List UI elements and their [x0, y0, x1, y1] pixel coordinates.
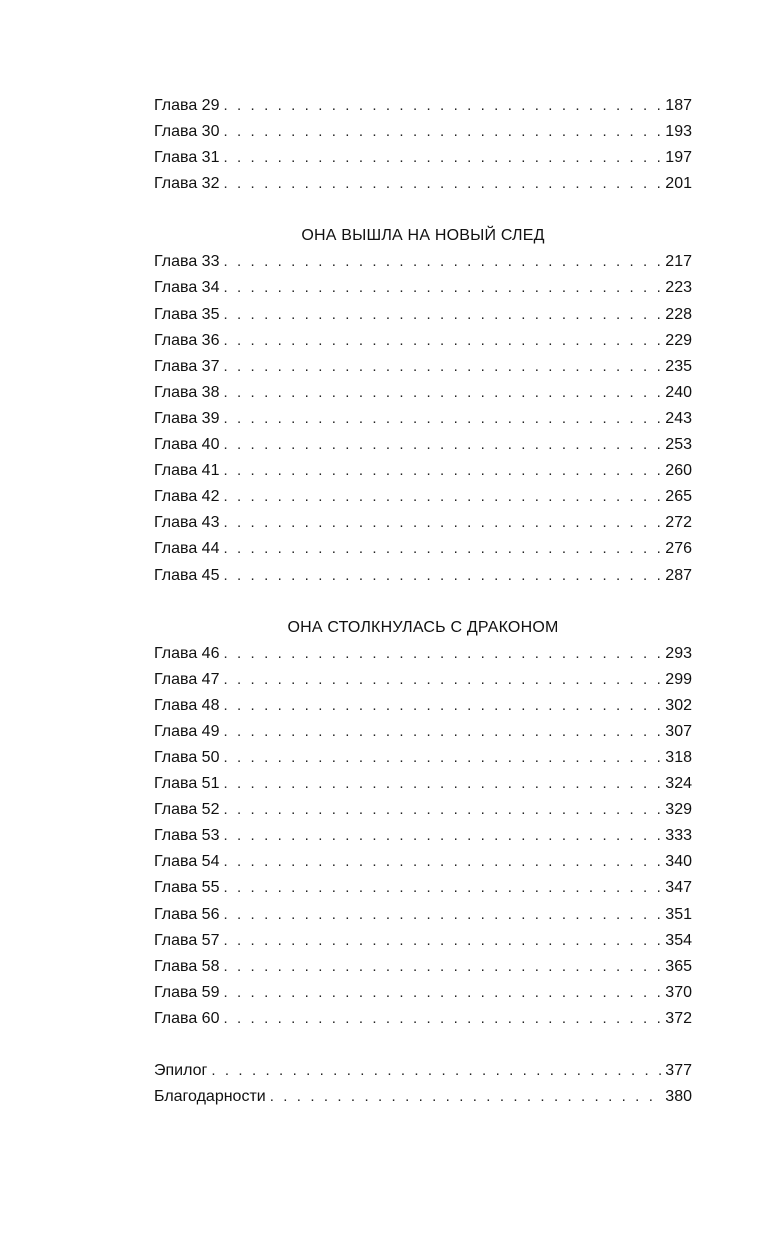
dot-leader [223, 458, 663, 484]
dot-leader [223, 1006, 663, 1032]
toc-entry-label: Глава 46 [154, 644, 220, 662]
toc-entry-page-number: 243 [665, 409, 692, 427]
toc-entry-label: Глава 38 [154, 383, 220, 401]
toc-entry-label: Глава 43 [154, 514, 220, 532]
dot-leader [223, 328, 663, 354]
dot-leader [223, 902, 663, 928]
toc-entry-page-number: 228 [665, 305, 692, 323]
toc-entry [154, 328, 692, 354]
toc-entry-label: Глава 48 [154, 696, 220, 714]
toc-entry-label: Глава 34 [154, 279, 220, 297]
dot-leader [223, 171, 663, 197]
toc-entry [154, 275, 692, 301]
toc-entry-page-number: 351 [665, 905, 692, 923]
toc-entry-page-number: 340 [665, 853, 692, 871]
toc-entry-page-number: 272 [665, 514, 692, 532]
toc-entry [154, 171, 692, 197]
toc-entry [154, 145, 692, 171]
section-spacer [154, 1032, 692, 1058]
toc-entry-label: Глава 31 [154, 149, 220, 167]
dot-leader [211, 1058, 663, 1084]
toc-entry-page-number: 333 [665, 827, 692, 845]
part-heading: ОНА ВЫШЛА НА НОВЫЙ СЛЕД [301, 227, 545, 245]
toc-entry-page-number: 240 [665, 383, 692, 401]
toc-entry-page-number: 217 [665, 253, 692, 271]
toc-entry [154, 354, 692, 380]
toc-entry [154, 641, 692, 667]
toc-entry-label: Глава 49 [154, 722, 220, 740]
dot-leader [223, 249, 663, 275]
toc-entry [154, 928, 692, 954]
dot-leader [223, 406, 663, 432]
toc-entry [154, 797, 692, 823]
toc-entry-page-number: 302 [665, 696, 692, 714]
toc-entry-label: Глава 36 [154, 331, 220, 349]
dot-leader [223, 797, 663, 823]
toc-entry [154, 406, 692, 432]
toc-entry-label: Глава 39 [154, 409, 220, 427]
toc-entry-page-number: 365 [665, 957, 692, 975]
dot-leader [223, 432, 663, 458]
toc-entry-page-number: 299 [665, 670, 692, 688]
toc-entry-label: Глава 32 [154, 175, 220, 193]
toc-entry-label: Глава 59 [154, 983, 220, 1001]
toc-entry [154, 563, 692, 589]
toc-entry-label: Глава 51 [154, 775, 220, 793]
toc-entry [154, 432, 692, 458]
toc-entry-page-number: 347 [665, 879, 692, 897]
toc-entry-page-number: 265 [665, 488, 692, 506]
toc-entry-label: Глава 60 [154, 1009, 220, 1027]
toc-entry-label: Глава 33 [154, 253, 220, 271]
toc-entry [154, 380, 692, 406]
toc-entry-label: Глава 44 [154, 540, 220, 558]
dot-leader [223, 536, 663, 562]
toc-entry [154, 458, 692, 484]
toc-entry [154, 93, 692, 119]
toc-entry-label: Глава 30 [154, 123, 220, 141]
toc-entry [154, 1058, 692, 1084]
toc-entry-page-number: 354 [665, 931, 692, 949]
dot-leader [223, 849, 663, 875]
dot-leader [223, 484, 663, 510]
toc-entry-page-number: 276 [665, 540, 692, 558]
dot-leader [223, 119, 663, 145]
toc-entry-label: Глава 35 [154, 305, 220, 323]
dot-leader [223, 93, 663, 119]
toc-entry-label: Глава 58 [154, 957, 220, 975]
toc-entry-label: Глава 37 [154, 357, 220, 375]
toc-entry [154, 902, 692, 928]
dot-leader [223, 145, 663, 171]
toc-entry-page-number: 324 [665, 775, 692, 793]
toc-entry-page-number: 197 [665, 149, 692, 167]
toc-entry [154, 823, 692, 849]
dot-leader [223, 693, 663, 719]
toc-entry-label: Глава 45 [154, 566, 220, 584]
toc-entry-label: Эпилог [154, 1062, 208, 1079]
toc-entry-page-number: 235 [665, 357, 692, 375]
toc-entry-label: Глава 42 [154, 488, 220, 506]
toc-entry [154, 875, 692, 901]
dot-leader [270, 1084, 664, 1110]
toc-entry-label: Благодарности [154, 1088, 266, 1106]
toc-entry-page-number: 380 [665, 1088, 692, 1106]
toc-entry [154, 249, 692, 275]
toc-entry-page-number: 253 [665, 436, 692, 454]
toc-entry [154, 302, 692, 328]
dot-leader [223, 980, 663, 1006]
part-heading: ОНА СТОЛКНУЛАСЬ С ДРАКОНОМ [287, 618, 559, 636]
toc-entry-page-number: 223 [665, 279, 692, 297]
toc-entry-page-number: 201 [665, 175, 692, 193]
dot-leader [223, 641, 663, 667]
toc-entry-page-number: 193 [665, 123, 692, 141]
dot-leader [223, 354, 663, 380]
toc-entry-label: Глава 41 [154, 462, 220, 480]
toc-entry [154, 119, 692, 145]
dot-leader [223, 719, 663, 745]
dot-leader [223, 875, 663, 901]
dot-leader [223, 275, 663, 301]
section-spacer [154, 589, 692, 615]
toc-entry-page-number: 293 [665, 644, 692, 662]
toc-entry-page-number: 329 [665, 801, 692, 819]
toc-entry-label: Глава 53 [154, 827, 220, 845]
toc-entry-page-number: 287 [665, 566, 692, 584]
toc-entry-label: Глава 57 [154, 931, 220, 949]
toc-entry-page-number: 307 [665, 722, 692, 740]
toc-entry [154, 536, 692, 562]
dot-leader [223, 380, 663, 406]
section-spacer [154, 197, 692, 223]
toc-entry-label: Глава 29 [154, 97, 220, 114]
table-of-contents [154, 93, 692, 1110]
toc-entry-page-number: 229 [665, 331, 692, 349]
toc-entry [154, 1006, 692, 1032]
toc-entry [154, 693, 692, 719]
toc-entry-page-number: 187 [665, 97, 692, 114]
toc-entry [154, 667, 692, 693]
toc-entry [154, 1084, 692, 1110]
toc-entry [154, 510, 692, 536]
dot-leader [223, 510, 663, 536]
toc-entry-page-number: 370 [665, 983, 692, 1001]
toc-entry-label: Глава 55 [154, 879, 220, 897]
toc-entry [154, 745, 692, 771]
toc-entry [154, 980, 692, 1006]
toc-entry [154, 954, 692, 980]
dot-leader [223, 745, 663, 771]
toc-entry [154, 849, 692, 875]
dot-leader [223, 563, 663, 589]
toc-entry-label: Глава 50 [154, 748, 220, 766]
dot-leader [223, 823, 663, 849]
toc-entry [154, 484, 692, 510]
dot-leader [223, 302, 663, 328]
toc-entry-page-number: 372 [665, 1009, 692, 1027]
toc-entry-label: Глава 47 [154, 670, 220, 688]
toc-entry-label: Глава 52 [154, 801, 220, 819]
toc-entry-label: Глава 56 [154, 905, 220, 923]
toc-entry-page-number: 260 [665, 462, 692, 480]
dot-leader [223, 954, 663, 980]
dot-leader [223, 667, 663, 693]
dot-leader [223, 771, 663, 797]
toc-entry-page-number: 318 [665, 748, 692, 766]
toc-entry [154, 719, 692, 745]
toc-entry-label: Глава 54 [154, 853, 220, 871]
dot-leader [223, 928, 663, 954]
toc-entry-label: Глава 40 [154, 436, 220, 454]
toc-entry-page-number: 377 [665, 1062, 692, 1079]
toc-entry [154, 771, 692, 797]
